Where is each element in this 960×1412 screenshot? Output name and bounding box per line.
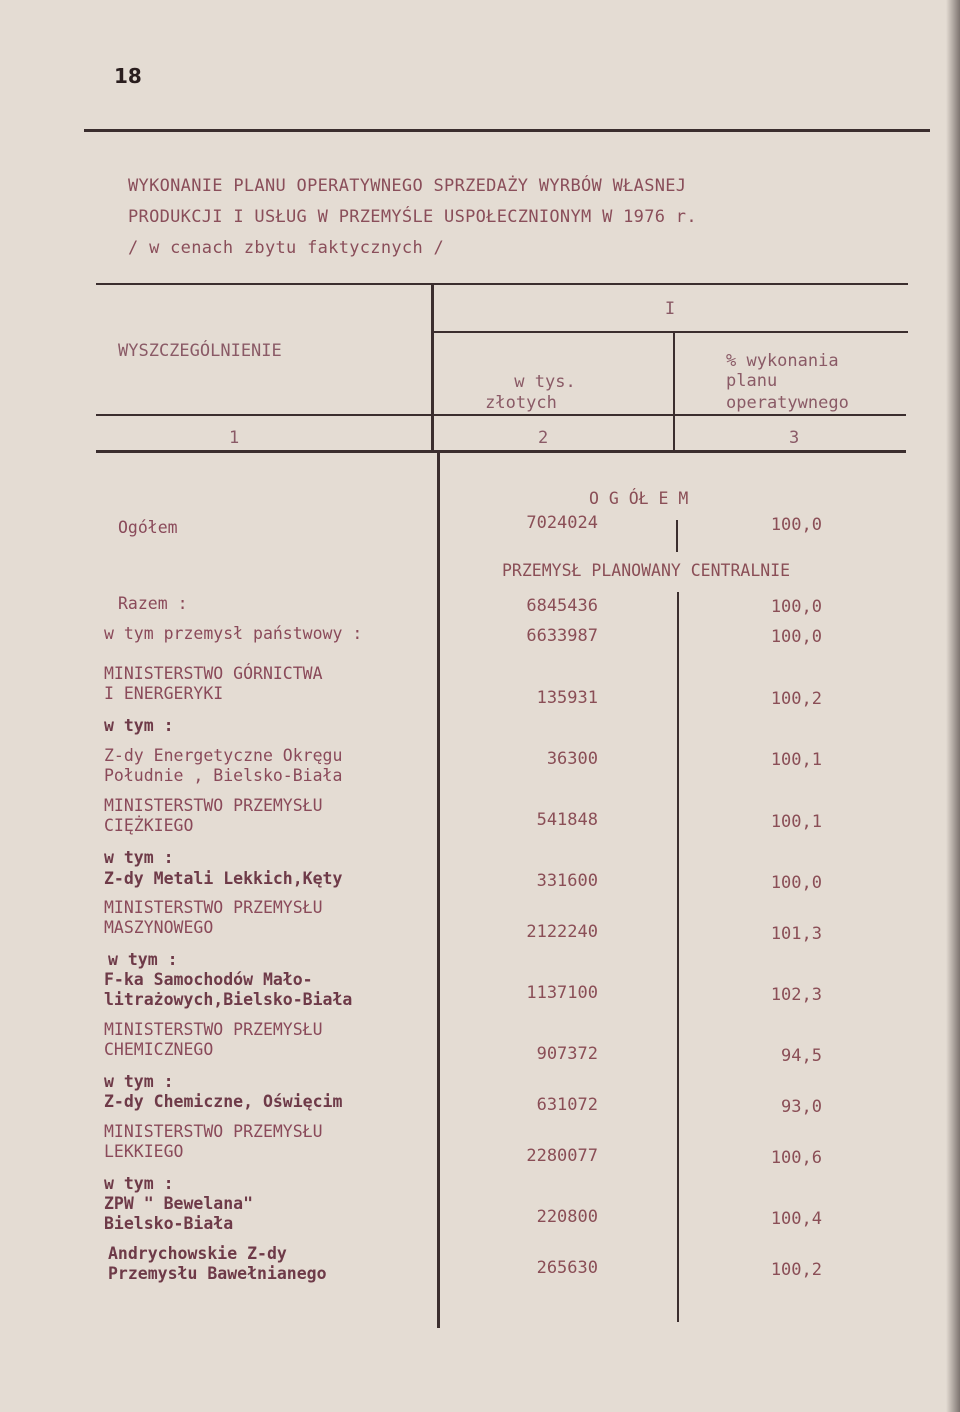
- row-percent: 100,1: [770, 812, 822, 832]
- col-divider-1: [431, 283, 434, 453]
- header-bottom-rule: [96, 414, 906, 416]
- row-label-2: LEKKIEGO: [104, 1142, 184, 1161]
- row-w-tym: w tym :: [104, 716, 174, 735]
- row-label-1: MINISTERSTWO PRZEMYSŁU: [104, 1020, 323, 1039]
- header-col2-line1: w tys.: [514, 372, 576, 392]
- title-line-2: PRODUKCJI I USŁUG W PRZEMYŚLE USPOŁECZNIONYM W 1976 r.: [128, 207, 697, 227]
- title-line-1: WYKONANIE PLANU OPERATYWNEGO SPRZEDAŻY WYRBÓW WŁASNEJ: [128, 176, 687, 196]
- header-col3-line1: % wykonania: [726, 351, 839, 371]
- row-label: Z-dy Metali Lekkich,Kęty: [104, 869, 343, 888]
- header-description: WYSZCZEGÓLNIENIE: [118, 341, 282, 361]
- row-value: 2280077: [526, 1146, 598, 1166]
- row-value: 36300: [546, 749, 598, 769]
- row-percent: 100,1: [770, 750, 822, 770]
- numbers-bottom-rule: [96, 450, 906, 453]
- row-percent: 93,0: [781, 1097, 822, 1117]
- page-number: 18: [114, 64, 142, 88]
- row-value: 7024024: [526, 513, 598, 533]
- title-line-3: / w cenach zbytu faktycznych /: [128, 238, 445, 258]
- col-number-3: 3: [789, 428, 800, 448]
- row-value: 631072: [536, 1095, 598, 1115]
- header-col3-line3: operatywnego: [726, 393, 849, 413]
- row-value: 6633987: [526, 626, 598, 646]
- col-divider-2: [673, 333, 675, 453]
- row-label-2: I ENERGERYKI: [104, 684, 224, 703]
- row-label-2: Przemysłu Bawełnianego: [108, 1264, 327, 1283]
- row-percent: 101,3: [770, 924, 822, 944]
- col-divider-2-tick: [676, 520, 678, 552]
- row-w-tym: w tym :: [104, 848, 174, 867]
- row-w-tym: w tym :: [104, 1072, 174, 1091]
- header-col3-line2: planu: [726, 371, 778, 391]
- row-percent: 100,0: [770, 597, 822, 617]
- group-under-rule: [432, 331, 908, 333]
- row-label-1: Z-dy Energetyczne Okręgu: [104, 746, 343, 765]
- row-label-1: MINISTERSTWO PRZEMYSŁU: [104, 796, 323, 815]
- row-w-tym: w tym :: [104, 1174, 174, 1193]
- row-label-1: MINISTERSTWO PRZEMYSŁU: [104, 898, 323, 917]
- table-top-rule: [96, 283, 908, 285]
- row-label-1: MINISTERSTWO GÓRNICTWA: [104, 664, 323, 683]
- row-value: 265630: [536, 1258, 598, 1278]
- row-label-1: F-ka Samochodów Mało-: [104, 970, 313, 989]
- row-percent: 102,3: [770, 985, 822, 1005]
- row-value: 331600: [536, 871, 598, 891]
- col-number-2: 2: [538, 428, 549, 448]
- row-percent: 100,6: [770, 1148, 822, 1168]
- col-divider-2-body: [677, 592, 679, 1322]
- row-percent: 94,5: [781, 1046, 822, 1066]
- row-label-1: MINISTERSTWO PRZEMYSŁU: [104, 1122, 323, 1141]
- section-przemysl: PRZEMYSŁ PLANOWANY CENTRALNIE: [502, 561, 791, 580]
- row-label: Ogółem: [118, 518, 178, 537]
- row-label-2: MASZYNOWEGO: [104, 918, 214, 937]
- row-label-1: ZPW " Bewelana": [104, 1194, 254, 1213]
- section-ogolem: O G ÓŁ E M: [589, 489, 689, 508]
- row-value: 1137100: [526, 983, 598, 1003]
- scan-edge-shadow: [946, 0, 960, 1412]
- row-label-2: litrażowych,Bielsko-Biała: [104, 990, 353, 1009]
- row-label: w tym przemysł państwowy :: [104, 624, 363, 643]
- row-value: 2122240: [526, 922, 598, 942]
- row-w-tym: w tym :: [108, 950, 178, 969]
- top-page-rule: [84, 129, 930, 132]
- row-label-1: Andrychowskie Z-dy: [108, 1244, 287, 1263]
- row-label: Z-dy Chemiczne, Oświęcim: [104, 1092, 343, 1111]
- row-label-2: CIĘŻKIEGO: [104, 816, 194, 835]
- row-label: Razem :: [118, 594, 188, 613]
- row-percent: 100,0: [770, 873, 822, 893]
- row-label-2: Południe , Bielsko-Biała: [104, 766, 343, 785]
- row-percent: 100,2: [770, 689, 822, 709]
- row-percent: 100,0: [770, 627, 822, 647]
- col-number-1: 1: [229, 428, 240, 448]
- header-group: I: [664, 299, 676, 319]
- row-label-2: Bielsko-Biała: [104, 1214, 234, 1233]
- row-value: 907372: [536, 1044, 598, 1064]
- col-divider-1-body: [437, 453, 440, 1328]
- header-col2-line2: złotych: [485, 393, 557, 413]
- row-value: 135931: [536, 688, 598, 708]
- row-value: 6845436: [526, 596, 598, 616]
- row-percent: 100,4: [770, 1209, 822, 1229]
- row-value: 541848: [536, 810, 598, 830]
- row-percent: 100,0: [770, 515, 822, 535]
- row-value: 220800: [536, 1207, 598, 1227]
- row-percent: 100,2: [770, 1260, 822, 1280]
- row-label-2: CHEMICZNEGO: [104, 1040, 214, 1059]
